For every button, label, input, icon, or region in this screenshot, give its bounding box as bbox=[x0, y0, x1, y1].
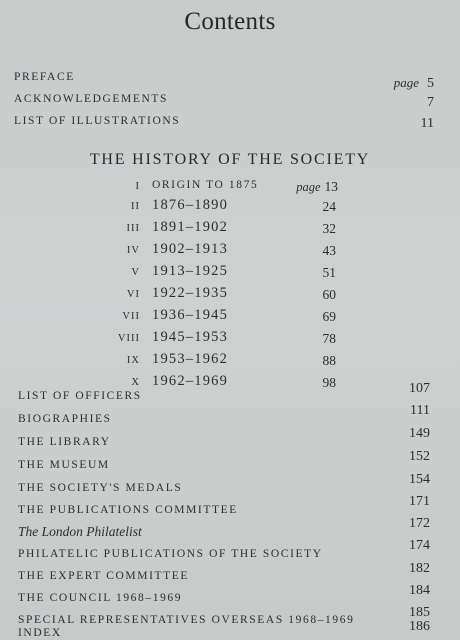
toc-page-preface bbox=[394, 75, 434, 92]
page-number: 13 bbox=[324, 179, 338, 194]
chapter-title: 1876–1890 bbox=[152, 197, 229, 213]
chapter-number: IV bbox=[126, 245, 140, 256]
chapter-number: X bbox=[131, 377, 140, 388]
chapter-page: 32 bbox=[322, 221, 336, 236]
chapter-title: 1945–1953 bbox=[152, 329, 229, 345]
toc-page: 154 bbox=[409, 472, 430, 487]
chapter-number: VI bbox=[126, 289, 140, 300]
chapter-number: III bbox=[126, 223, 140, 234]
toc-entry-the-publications-committee: THE PUBLICATIONS COMMITTEE bbox=[18, 504, 238, 516]
toc-page: 111 bbox=[410, 403, 430, 418]
toc-page-list-of-illustrations: 11 bbox=[420, 116, 434, 131]
chapter-page: 51 bbox=[322, 265, 336, 280]
chapter-number: V bbox=[131, 267, 140, 278]
toc-entry-list-of-illustrations: LIST OF ILLUSTRATIONS bbox=[14, 115, 181, 127]
toc-page: 182 bbox=[409, 561, 430, 576]
section-heading-history: THE HISTORY OF THE SOCIETY bbox=[89, 151, 371, 168]
chapter-page: 78 bbox=[322, 331, 336, 346]
chapter-page: 43 bbox=[322, 243, 336, 258]
chapter-number: VII bbox=[122, 311, 140, 322]
chapter-title: 1953–1962 bbox=[152, 351, 229, 367]
toc-entry-the-expert-committee: THE EXPERT COMMITTEE bbox=[18, 570, 190, 582]
chapter-title: 1902–1913 bbox=[152, 241, 229, 257]
toc-page: 152 bbox=[409, 449, 430, 464]
toc-page: 107 bbox=[409, 381, 430, 396]
chapter-page: 24 bbox=[322, 199, 336, 214]
chapter-title: 1936–1945 bbox=[152, 307, 229, 323]
page-title: Contents bbox=[184, 8, 276, 35]
toc-entry-preface: PREFACE bbox=[14, 71, 75, 83]
chapter-page: 88 bbox=[322, 353, 336, 368]
chapter-title: 1913–1925 bbox=[152, 263, 229, 279]
toc-entry-philatelic-publications: PHILATELIC PUBLICATIONS OF THE SOCIETY bbox=[18, 548, 323, 560]
toc-page: 171 bbox=[409, 494, 430, 509]
toc-page: 174 bbox=[409, 538, 430, 553]
toc-entry-index: INDEX bbox=[18, 627, 62, 639]
chapter-number: II bbox=[131, 201, 140, 212]
chapter-title: 1922–1935 bbox=[152, 285, 229, 301]
chapter-number: I bbox=[135, 181, 140, 192]
toc-entry-the-council: THE COUNCIL 1968–1969 bbox=[18, 592, 183, 604]
chapter-page: 60 bbox=[322, 287, 336, 302]
toc-page: 149 bbox=[409, 426, 430, 441]
toc-page: 186 bbox=[409, 619, 430, 634]
page-word: page bbox=[296, 180, 321, 194]
chapter-title: 1891–1902 bbox=[152, 219, 229, 235]
chapter-title: 1962–1969 bbox=[152, 373, 229, 389]
toc-page-acknowledgements: 7 bbox=[427, 95, 434, 110]
chapter-number: VIII bbox=[117, 333, 140, 344]
toc-entry-biographies: BIOGRAPHIES bbox=[18, 413, 112, 425]
toc-entry-the-museum: THE MUSEUM bbox=[18, 459, 110, 471]
chapter-number: IX bbox=[126, 355, 140, 366]
toc-entry-special-representatives: SPECIAL REPRESENTATIVES OVERSEAS 1968–1969 bbox=[18, 614, 355, 626]
toc-page: 172 bbox=[409, 516, 430, 531]
toc-entry-the-london-philatelist: The London Philatelist bbox=[18, 524, 142, 539]
page-word: page bbox=[393, 75, 419, 90]
chapter-page: 98 bbox=[322, 375, 336, 390]
toc-entry-acknowledgements: ACKNOWLEDGEMENTS bbox=[14, 93, 169, 105]
toc-entry-the-library: THE LIBRARY bbox=[18, 436, 111, 448]
chapter-title: ORIGIN TO 1875 bbox=[152, 179, 259, 191]
toc-entry-the-societys-medals: THE SOCIETY'S MEDALS bbox=[18, 482, 183, 494]
page-number: 5 bbox=[427, 76, 434, 91]
toc-entry-list-of-officers: LIST OF OFFICERS bbox=[18, 390, 142, 402]
toc-page: 185 bbox=[409, 605, 430, 620]
chapter-page: 69 bbox=[322, 309, 336, 324]
toc-page: 184 bbox=[409, 583, 430, 598]
chapter-page bbox=[278, 179, 338, 195]
